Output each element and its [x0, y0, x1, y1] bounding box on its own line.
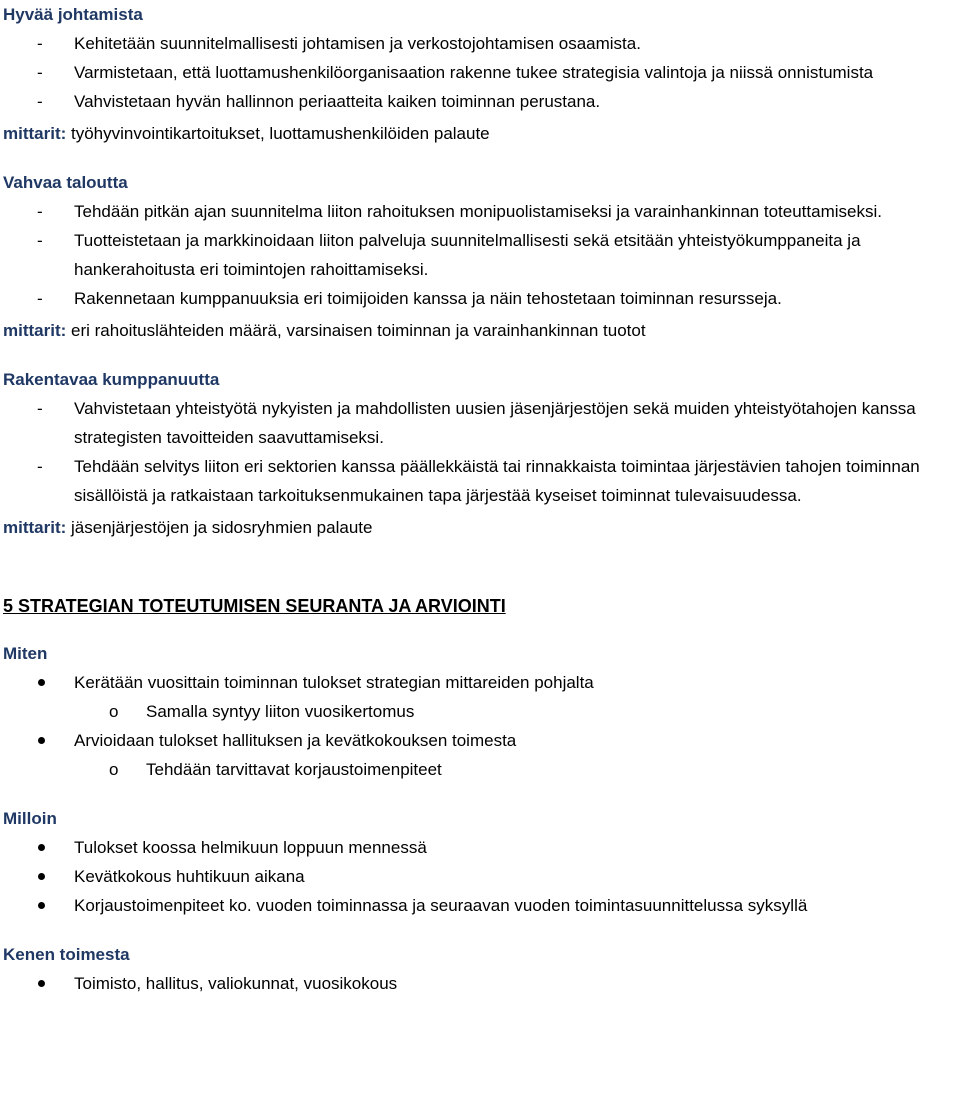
- bullet-item: [3, 969, 958, 998]
- dash-marker: -: [37, 63, 43, 82]
- metric-text: työhyvinvointikartoitukset, luottamushenkilöiden palaute: [66, 124, 490, 143]
- section-hyvaa-johtamista: [3, 0, 958, 148]
- spacer: [3, 784, 958, 804]
- bullet-item: [3, 668, 958, 697]
- bullet-marker: [38, 980, 45, 987]
- metric-label: mittarit:: [3, 124, 67, 143]
- list-item-text: Vahvistetaan yhteistyötä nykyisten ja mahdollisten uusien jäsenjärjestöjen sekä muiden yhteistyötahojen kanssa strategisten tavoitteiden saavuttamiseksi.: [74, 399, 916, 447]
- spacer: [3, 542, 958, 592]
- section-rakentavaa-kumppanuutta: [3, 365, 958, 542]
- list-item-text: Varmistetaan, että luottamushenkilöorganisaation rakenne tukee strategisia valintoja ja niissä onnistumista: [74, 63, 874, 82]
- section-milloin: [3, 804, 958, 920]
- section-title: Milloin: [3, 809, 57, 828]
- bullet-marker: [38, 902, 45, 909]
- list-item-text: Kehitetään suunnitelmallisesti johtamisen ja verkostojohtamisen osaamista.: [74, 34, 641, 53]
- sub-item: [3, 755, 958, 784]
- list-item: [3, 394, 958, 452]
- list-item: [3, 29, 958, 58]
- bullet-text: Kerätään vuosittain toiminnan tulokset strategian mittareiden pohjalta: [74, 673, 594, 692]
- metric-line: [3, 316, 958, 345]
- dash-marker: -: [37, 202, 43, 221]
- section-miten: [3, 639, 958, 784]
- dash-marker: -: [37, 231, 43, 250]
- sub-item: [3, 697, 958, 726]
- dash-marker: -: [37, 92, 43, 111]
- metric-label: mittarit:: [3, 321, 67, 340]
- list-item-text: Tehdään selvitys liiton eri sektorien kanssa päällekkäistä tai rinnakkaista toimintaa järjestävien tahojen toiminnan sisällöistä ja ratkaistaan tarkoituksenmukainen tapa järjestää kyseiset toiminnat tulevaisuudessa.: [74, 457, 920, 505]
- list-item-text: Tuotteistetaan ja markkinoidaan liiton palveluja suunnitelmallisesti sekä etsitään yhteistyökumppaneita ja hankerahoitusta eri toimintojen rahoittamiseksi.: [74, 231, 861, 279]
- bullet-marker: [38, 737, 45, 744]
- bullet-text: Toimisto, hallitus, valiokunnat, vuosikokous: [74, 974, 398, 993]
- metric-text: eri rahoituslähteiden määrä, varsinaisen toiminnan ja varainhankinnan tuotot: [66, 321, 646, 340]
- sub-item-text: Samalla syntyy liiton vuosikertomus: [146, 702, 415, 721]
- section-kenen-toimesta: [3, 940, 958, 998]
- metric-text: jäsenjärjestöjen ja sidosryhmien palaute: [66, 518, 373, 537]
- section-title: Rakentavaa kumppanuutta: [3, 370, 220, 389]
- metric-line: [3, 513, 958, 542]
- dash-marker: -: [37, 289, 43, 308]
- sub-marker: o: [109, 760, 119, 779]
- dash-marker: -: [37, 399, 43, 418]
- metric-label: mittarit:: [3, 518, 67, 537]
- section-vahvaa-taloutta: [3, 168, 958, 345]
- list-item-text: Tehdään pitkän ajan suunnitelma liiton rahoituksen monipuolistamiseksi ja varainhankinnan toteuttamiseksi.: [74, 202, 882, 221]
- list-item-text: Vahvistetaan hyvän hallinnon periaatteita kaiken toiminnan perustana.: [74, 92, 601, 111]
- dash-marker: -: [37, 34, 43, 53]
- document: [3, 0, 958, 998]
- bullet-marker: [38, 679, 45, 686]
- bullet-text: Korjaustoimenpiteet ko. vuoden toiminnassa ja seuraavan vuoden toimintasuunnittelussa syksyllä: [74, 896, 808, 915]
- spacer: [3, 345, 958, 365]
- bullet-text: Tulokset koossa helmikuun loppuun mennessä: [74, 838, 427, 857]
- list-item: [3, 197, 958, 226]
- section-title: Kenen toimesta: [3, 945, 130, 964]
- list-item: [3, 452, 958, 510]
- section-title: Hyvää johtamista: [3, 5, 143, 24]
- main-heading: 5 STRATEGIAN TOTEUTUMISEN SEURANTA JA ARVIOINTI: [3, 596, 506, 616]
- bullet-marker: [38, 873, 45, 880]
- bullet-item: [3, 726, 958, 755]
- bullet-item: [3, 862, 958, 891]
- bullet-marker: [38, 844, 45, 851]
- spacer: [3, 148, 958, 168]
- section-title: Miten: [3, 644, 48, 663]
- bullet-item: [3, 891, 958, 920]
- list-item: [3, 226, 958, 284]
- spacer: [3, 621, 958, 639]
- metric-line: [3, 119, 958, 148]
- dash-marker: -: [37, 457, 43, 476]
- list-item: [3, 58, 958, 87]
- sub-marker: o: [109, 702, 119, 721]
- section-title: Vahvaa taloutta: [3, 173, 128, 192]
- spacer: [3, 920, 958, 940]
- bullet-text: Arvioidaan tulokset hallituksen ja kevätkokouksen toimesta: [74, 731, 517, 750]
- list-item: [3, 87, 958, 116]
- list-item-text: Rakennetaan kumppanuuksia eri toimijoiden kanssa ja näin tehostetaan toiminnan resursseja.: [74, 289, 782, 308]
- sub-item-text: Tehdään tarvittavat korjaustoimenpiteet: [146, 760, 442, 779]
- list-item: [3, 284, 958, 313]
- bullet-item: [3, 833, 958, 862]
- bullet-text: Kevätkokous huhtikuun aikana: [74, 867, 305, 886]
